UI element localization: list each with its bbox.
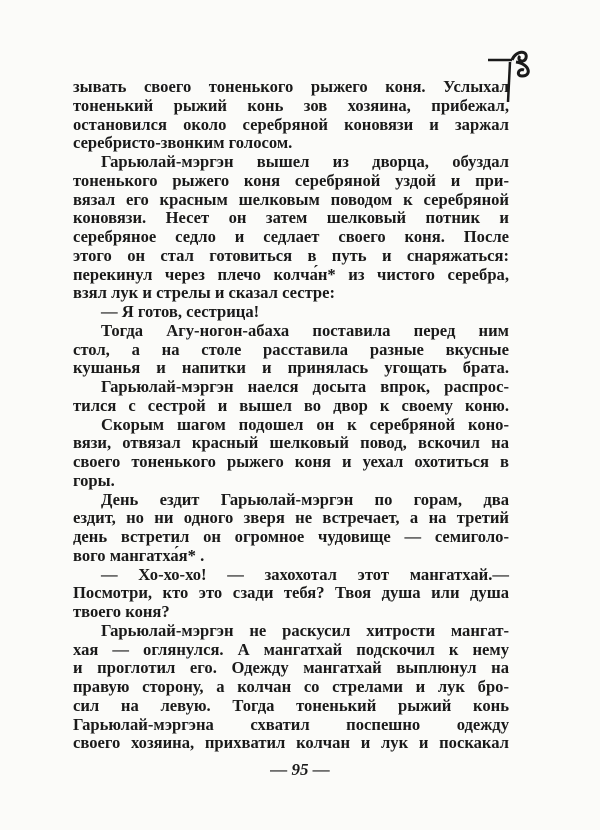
text-line: день встретил он огромное чудовище — семиголо-: [73, 527, 509, 546]
text-line: серебристо-звонким голосом.: [73, 133, 293, 153]
text-line: серебряное седло и седлает своего коня. После: [73, 227, 509, 246]
text-line: горы.: [73, 470, 115, 490]
text-line: тился с сестрой и вышел во двор к своему коню.: [73, 395, 509, 415]
text-line: своего хозяина, прихватил колчан и лук и поскакал: [73, 733, 509, 753]
text-line: этого он стал готовиться в путь и снаряжаться:: [73, 245, 509, 265]
text-line: вого мангатха́я* .: [73, 545, 205, 565]
text-line: Тогда Агу-ногон-абаха поставила перед ним: [101, 320, 509, 340]
text-line: ездит, но ни одного зверя не встречает, а на третий: [73, 508, 509, 528]
text-line: Посмотри, кто это сзади тебя? Твоя душа или душа: [73, 583, 509, 603]
body-text: [73, 78, 509, 753]
text-line: — Я готов, сестрица!: [101, 302, 260, 321]
text-line: вязал его красным шелковым поводом к серебряной: [73, 189, 509, 209]
text-line: своего тоненького рыжего коня и уехал охотиться в: [73, 452, 509, 471]
text-line: стол, а на столе расставила разные вкусные: [73, 339, 509, 359]
text-line: Гарьюлай-мэргэн не раскусил хитрости мангат-: [101, 620, 509, 640]
text-line: День ездит Гарьюлай-мэргэн по горам, два: [101, 489, 509, 509]
text-line: тоненького рыжего коня серебряной уздой и при-: [73, 170, 509, 190]
text-line: Гарьюлай-мэргэна схватил поспешно одежду: [73, 714, 509, 734]
text-line: Гарьюлай-мэргэн вышел из дворца, обуздал: [101, 152, 509, 171]
page-number: — 95 —: [270, 760, 330, 779]
text-line: зывать своего тоненького рыжего коня. Услыхал: [73, 77, 509, 96]
text-line: взял лук и стрелы и сказал сестре:: [73, 283, 336, 303]
text-line: твоего коня?: [73, 602, 170, 621]
text-line: Гарьюлай-мэргэн наелся досыта впрок, распрос-: [101, 377, 509, 396]
text-line: вязи, отвязал красный шелковый повод, вскочил на: [73, 433, 509, 453]
text-line: перекинул через плечо колча́н* из чистого серебра,: [73, 264, 509, 284]
text-line: кушанья и напитки и принялась угощать брата.: [73, 358, 509, 378]
text-line: тоненький рыжий конь зов хозяина, прибежал,: [73, 95, 509, 115]
text-line: Скорым шагом подошел он к серебряной коно-: [101, 414, 509, 434]
text-line: правую сторону, а колчан со стрелами и лук бро-: [73, 677, 509, 696]
text-line: остановился около серебряной коновязи и заржал: [73, 114, 509, 134]
text-line: хая — оглянулся. А мангатхай подскочил к нему: [73, 639, 509, 659]
text-line: коновязи. Несет он затем шелковый потник и: [73, 208, 509, 228]
text-line: — Хо-хо-хо! — захохотал этот мангатхай.—: [101, 564, 509, 584]
text-line: и проглотил его. Одежду мангатхай выплюнул на: [73, 658, 509, 678]
text-line: сил на левую. Тогда тоненький рыжий конь: [73, 695, 509, 715]
